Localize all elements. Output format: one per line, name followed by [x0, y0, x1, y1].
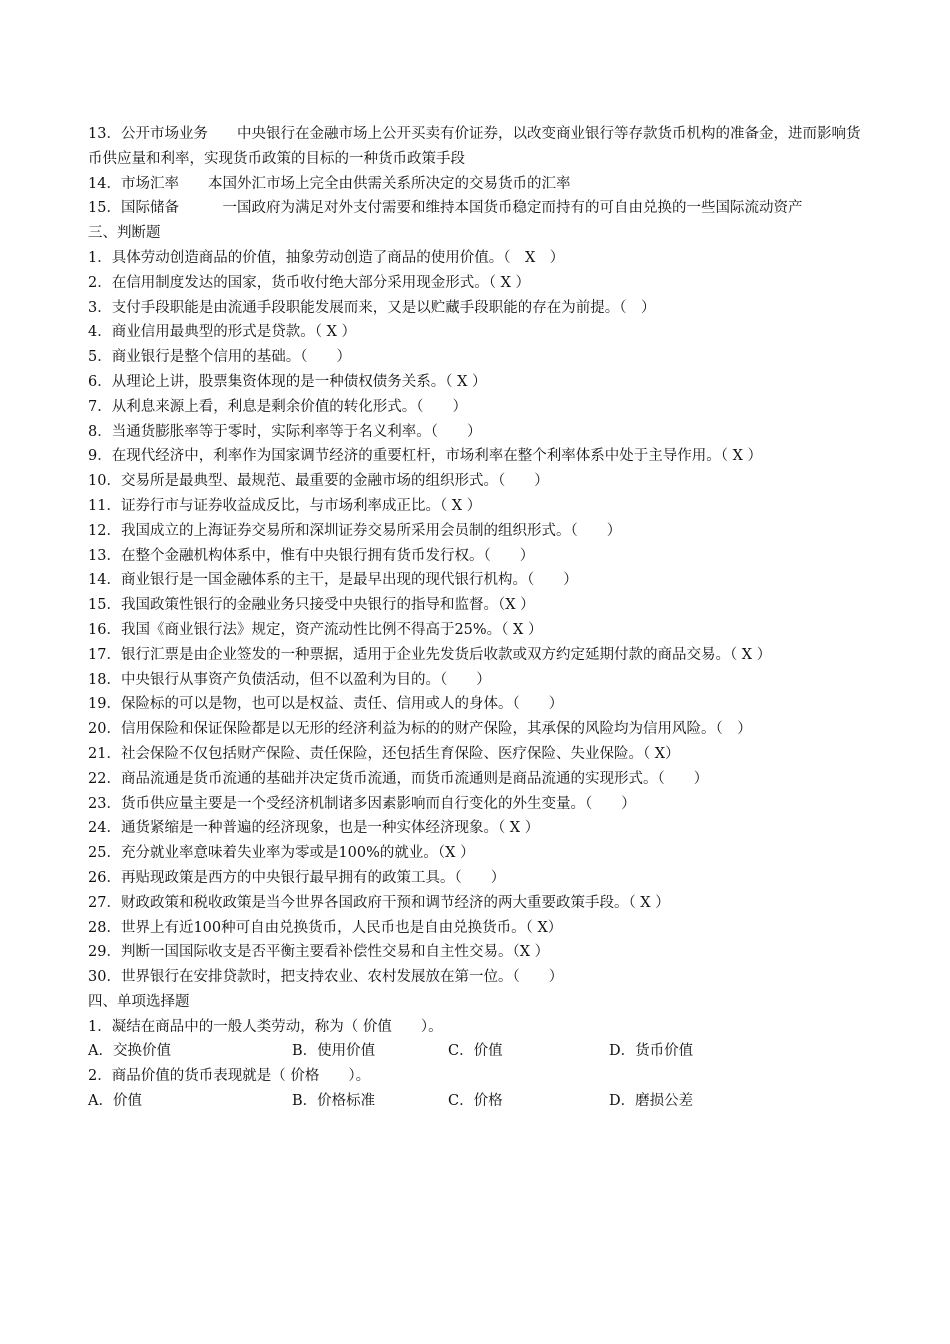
judgment-item: 21．社会保险不仅包括财产保险、责任保险，还包括生育保险、医疗保险、失业保险。（ X）: [88, 745, 680, 762]
judgment-item: 30．世界银行在安排贷款时，把支持农业、农村发展放在第一位。（ ）: [88, 969, 564, 986]
judgment-item: 7．从利息来源上看，利息是剩余价值的转化形式。（ ）: [88, 398, 467, 415]
judgment-item: 4．商业信用最典型的形式是贷款。（ X ）: [88, 324, 357, 341]
option-b: B．价格标准: [292, 1093, 376, 1110]
option-d: D．磨损公差: [609, 1093, 694, 1110]
term-13: 13．公开市场业务 中央银行在金融市场上公开买卖有价证券，以改变商业银行等存款货币机构的准备金，进而影响货币供应量和利率，实现货币政策的目标的一种货币政策手段: [88, 126, 861, 167]
option-c: C．价格: [448, 1093, 503, 1110]
judgment-item: 10．交易所是最典型、最规范、最重要的金融市场的组织形式。（ ）: [88, 473, 549, 490]
judgment-item: 19．保险标的可以是物，也可以是权益、责任、信用或人的身体。（ ）: [88, 696, 564, 713]
choice-question-1: [88, 1015, 866, 1065]
term-15: 15．国际储备 一国政府为满足对外支付需要和维持本国货币稳定而持有的可自由兑换的一些国际流动资产: [88, 200, 803, 217]
judgment-item: 20．信用保险和保证保险都是以无形的经济利益为标的的财产保险，其承保的风险均为信用风险。（ ）: [88, 721, 752, 738]
option-c: C．价值: [448, 1043, 503, 1060]
judgment-item: 29．判断一国国际收支是否平衡主要看补偿性交易和自主性交易。（X ）: [88, 944, 550, 961]
option-a: A．交换价值: [88, 1043, 171, 1060]
judgment-item: 27．财政政策和税收政策是当今世界各国政府干预和调节经济的两大重要政策手段。（ X ）: [88, 894, 670, 911]
judgment-item: 25．充分就业率意味着失业率为零或是100%的就业。（X ）: [88, 845, 475, 862]
term-14: 14．市场汇率 本国外汇市场上完全由供需关系所决定的交易货币的汇率: [88, 175, 571, 192]
section-heading-choice: 四、单项选择题: [88, 993, 190, 1010]
choice-stem: 1．凝结在商品中的一般人类劳动，称为（ 价值 ）。: [88, 1018, 443, 1035]
judgment-item: 6．从理论上讲，股票集资体现的是一种债权债务关系。（ X ）: [88, 373, 487, 390]
judgment-item: 23．货币供应量主要是一个受经济机制诸多因素影响而自行变化的外生变量。（ ）: [88, 795, 636, 812]
judgment-item: 22．商品流通是货币流通的基础并决定货币流通，而货币流通则是商品流通的实现形式。（ ）: [88, 770, 709, 787]
option-d: D．货币价值: [609, 1043, 694, 1060]
judgment-item: 2．在信用制度发达的国家，货币收付绝大部分采用现金形式。（ X ）: [88, 274, 531, 291]
option-b: B．使用价值: [292, 1043, 376, 1060]
judgment-list: [88, 246, 866, 990]
judgment-item: 24．通货紧缩是一种普遍的经济现象，也是一种实体经济现象。（ X ）: [88, 820, 540, 837]
judgment-item: 9．在现代经济中，利率作为国家调节经济的重要杠杆，市场利率在整个利率体系中处于主导作用。（ X ）: [88, 448, 763, 465]
choice-question-2: [88, 1064, 866, 1114]
option-a: A．价值: [88, 1093, 142, 1110]
judgment-item: 13．在整个金融机构体系中，惟有中央银行拥有货币发行权。（ ）: [88, 547, 535, 564]
document-content: [88, 122, 866, 1114]
judgment-item: 15．我国政策性银行的金融业务只接受中央银行的指导和监督。（X ）: [88, 597, 535, 614]
judgment-item: 5．商业银行是整个信用的基础。（ ）: [88, 349, 351, 366]
judgment-item: 18．中央银行从事资产负债活动，但不以盈利为目的。（ ）: [88, 671, 491, 688]
judgment-item: 8．当通货膨胀率等于零时，实际利率等于名义利率。（ ）: [88, 423, 482, 440]
judgment-item: 16．我国《商业银行法》规定，资产流动性比例不得高于25%。（ X ）: [88, 621, 543, 638]
choice-options: [88, 1039, 866, 1064]
judgment-item: 12．我国成立的上海证券交易所和深圳证券交易所采用会员制的组织形式。（ ）: [88, 522, 622, 539]
judgment-item: 3．支付手段职能是由流通手段职能发展而来，又是以贮藏手段职能的存在为前提。（ ）: [88, 299, 656, 316]
section-heading-judgment: 三、判断题: [88, 225, 161, 242]
judgment-item: 26．再贴现政策是西方的中央银行最早拥有的政策工具。（ ）: [88, 869, 506, 886]
judgment-item: 1．具体劳动创造商品的价值，抽象劳动创造了商品的使用价值。（ X ）: [88, 249, 565, 266]
judgment-item: 14．商业银行是一国金融体系的主干，是最早出现的现代银行机构。（ ）: [88, 572, 578, 589]
choice-stem: 2．商品价值的货币表现就是（ 价格 ）。: [88, 1068, 371, 1085]
judgment-item: 11．证券行市与证券收益成反比，与市场利率成正比。（ X ）: [88, 497, 482, 514]
judgment-item: 17．银行汇票是由企业签发的一种票据，适用于企业先发货后收款或双方约定延期付款的商品交易。（ X ）: [88, 646, 772, 663]
choice-options: [88, 1089, 866, 1114]
judgment-item: 28．世界上有近100种可自由兑换货币，人民币也是自由兑换货币。（ X）: [88, 919, 563, 936]
